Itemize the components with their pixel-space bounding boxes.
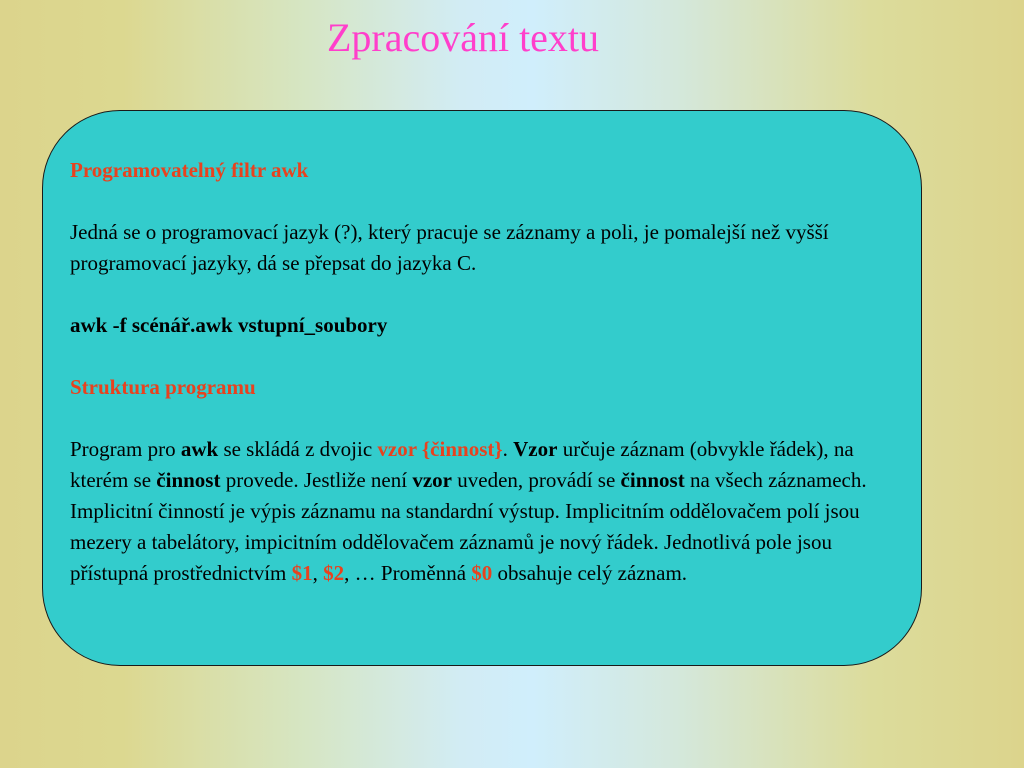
slide-title: Zpracování textu: [326, 15, 600, 60]
text-segment: Program pro: [70, 437, 181, 461]
text-segment: , … Proměnná: [344, 561, 472, 585]
text-segment: ,: [312, 561, 324, 585]
text-segment: obsahuje celý záznam.: [492, 561, 688, 585]
section-heading-awk-filter: Programovatelný filtr awk: [70, 158, 309, 182]
intro-paragraph: Jedná se o programovací jazyk (?), který pracuje se záznamy a poli, je pomalejší než vyšší programovací jazyky, dá se přepsat do jazyka C.: [70, 220, 829, 275]
pattern-action-syntax: vzor {činnost}: [377, 437, 503, 461]
section-heading-program-structure: Struktura programu: [70, 375, 256, 399]
spacer: [70, 403, 895, 434]
text-segment: .: [502, 437, 514, 461]
keyword-cinnost: činnost: [156, 468, 221, 492]
content-box: [42, 110, 922, 666]
spacer: [70, 279, 895, 310]
text-segment: se skládá z dvojic: [218, 437, 378, 461]
field-variable-0: $0: [471, 561, 493, 585]
text-segment: určuje záznam (obvykle řádek), na kterém se: [70, 437, 854, 492]
text-segment: provede. Jestliže není: [220, 468, 413, 492]
keyword-cinnost: činnost: [620, 468, 685, 492]
text-segment: na všech záznamech. Implicitní činností je výpis záznamu na standardní výstup. Implicitním oddělovačem polí jsou mezery a tabelátory, impicitním oddělovačem záznamů je nový řádek. Jednotlivá pole jsou přístupná prostřednictvím: [70, 468, 867, 585]
text-segment: uveden, provádí se: [452, 468, 621, 492]
field-variable-1: $1: [291, 561, 313, 585]
keyword-awk: awk: [180, 437, 219, 461]
structure-paragraph: [70, 434, 895, 589]
command-example: awk -f scénář.awk vstupní_soubory: [70, 313, 388, 337]
field-variable-2: $2: [323, 561, 345, 585]
keyword-vzor-capital: Vzor: [513, 437, 558, 461]
keyword-vzor: vzor: [412, 468, 452, 492]
spacer: [70, 186, 895, 217]
spacer: [70, 341, 895, 372]
